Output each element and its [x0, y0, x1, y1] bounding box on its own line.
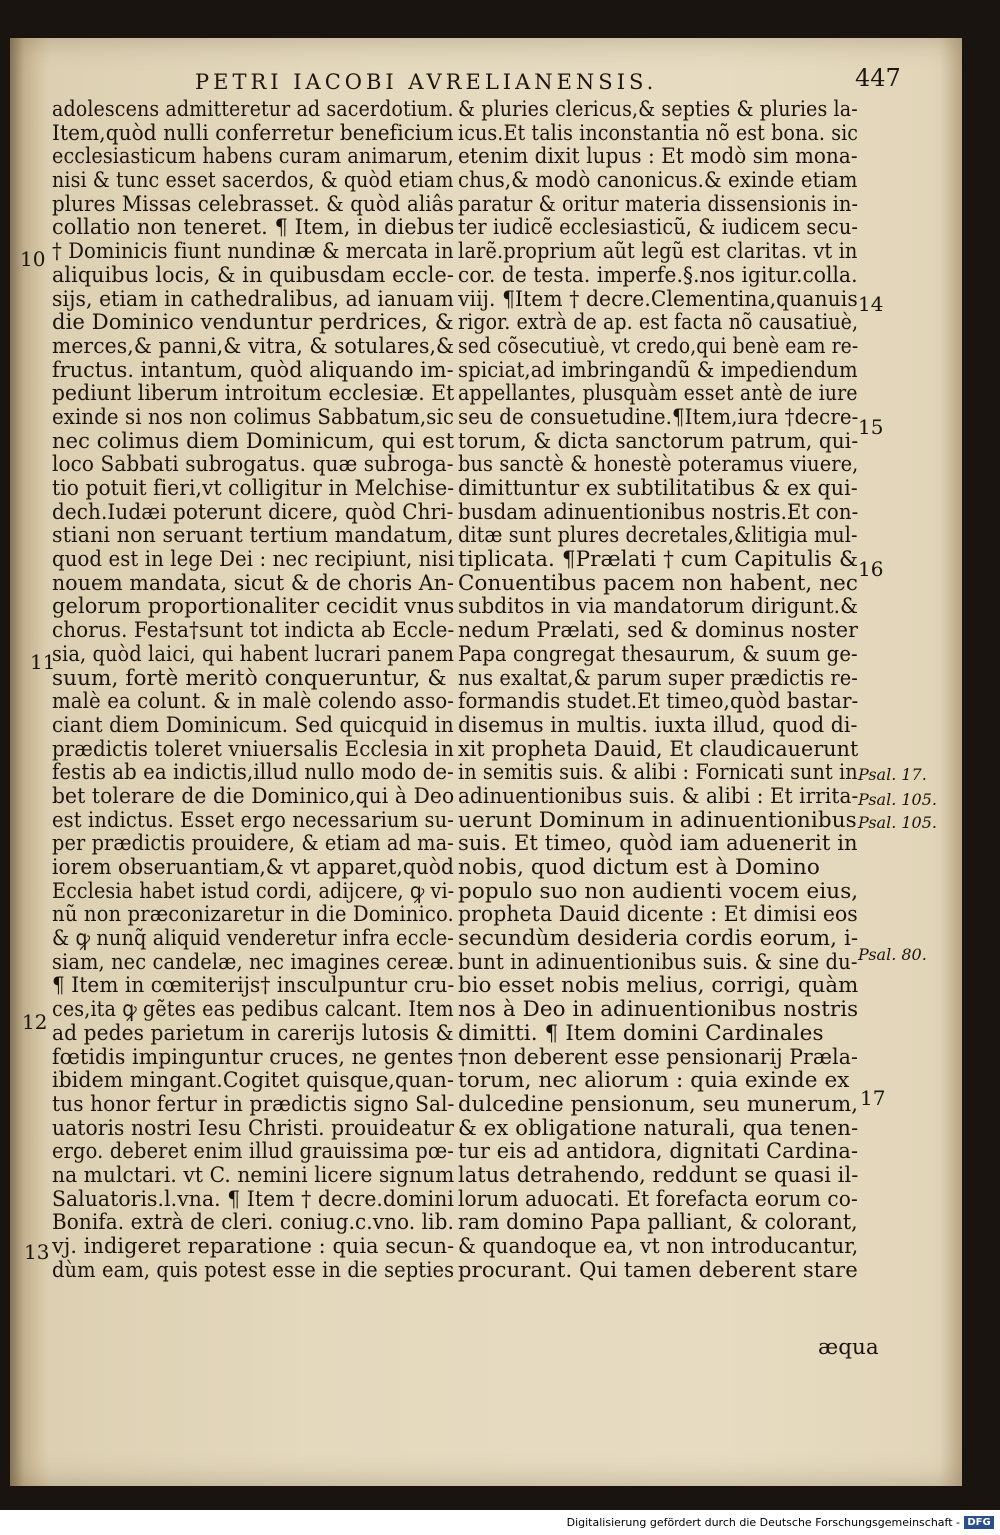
left-column-line: ergo. deberet enim illud grauissima pœ-	[52, 1139, 454, 1165]
left-column-line: dech.Iudæi poterunt dicere, quòd Chri-	[52, 499, 454, 525]
left-column-line: exinde si nos non colimus Sabbatum,sic	[52, 404, 454, 430]
left-column-line: festis ab ea indictis,illud nullo modo de-	[52, 760, 454, 786]
left-column-line: siam, nec candelæ, nec imagines cereæ.	[52, 949, 455, 975]
right-column-line: disemus in multis. iuxta illud, quod di-	[458, 712, 858, 738]
right-column-line: procurant. Qui tamen deberent stare	[458, 1257, 858, 1283]
marginal-note-psal-17: Psal. 17.	[858, 765, 927, 784]
right-column-line: torum, nec aliorum : quia exinde ex	[458, 1068, 850, 1094]
right-column-line: paratur & oritur materia dissensionis in-	[458, 191, 859, 217]
left-column-line: † Dominicis fiunt nundinæ & mercata in	[52, 239, 454, 265]
margin-number-16: 16	[858, 557, 884, 581]
left-column-line: gelorum proportionaliter cecidit vnus	[52, 594, 455, 620]
left-column-line: aliquibus locis, & in quibusdam eccle-	[52, 262, 454, 288]
left-column-line: loco Sabbati subrogatus. quæ subroga-	[52, 452, 454, 478]
right-column-line: nus exaltat,& parum super prædictis re-	[458, 665, 858, 691]
left-column-line: tio potuit fieri,vt colligitur in Melchise-	[52, 476, 455, 501]
left-column-line: nec colimus diem Dominicum, qui est	[52, 428, 455, 454]
margin-number-14: 14	[858, 292, 884, 316]
right-column-line: xit propheta Dauid, Et claudicauerunt	[458, 736, 859, 762]
left-column-line: adolescens admitteretur ad sacerdotium.	[52, 97, 454, 122]
digitization-credit: Digitalisierung gefördert durch die Deutsche Forschungsgemeinschaft -	[566, 1516, 960, 1529]
left-column-line: sijs, etiam in cathedralibus, ad ianuam	[52, 286, 455, 312]
right-column-line: busdam adinuentionibus nostris.Et con-	[458, 499, 859, 525]
left-column-line: tus honor fertur in prædictis signo Sal-	[52, 1091, 455, 1117]
right-column-line: & ex obligatione naturali, qua tenen-	[458, 1115, 859, 1141]
left-column-line: dùm eam, quis potest esse in die septies	[52, 1257, 455, 1283]
right-column-line: ram domino Papa palliant, & colorant,	[458, 1210, 858, 1236]
right-column-line: seu de consuetudine.¶Item,iura †decre-	[458, 404, 859, 430]
right-column-line: sed cõsecutiuè, vt credo,qui benè eam re-	[458, 333, 859, 359]
right-column-line: dulcedine pensionum, seu munerum,	[458, 1091, 859, 1117]
page-header	[195, 64, 915, 98]
right-column-line: formandis studet.Et timeo,quòd bastar-	[458, 689, 859, 715]
right-column-line: nedum Prælati, sed & dominus noster	[458, 618, 859, 644]
left-text-column	[52, 98, 454, 1282]
right-column-line: dimitti. ¶ Item domini Cardinales	[458, 1020, 824, 1046]
marginal-note-psal-80: Psal. 80.	[858, 945, 927, 964]
dfg-logo: DFG	[964, 1516, 994, 1529]
margin-number-17: 17	[860, 1086, 886, 1110]
right-column-line: Papa congregat thesaurum, & suum ge-	[458, 641, 858, 667]
right-column-line: subditos in via mandatorum dirigunt.&	[458, 594, 859, 620]
right-column-line: Conuentibus pacem non habent, nec	[458, 570, 858, 596]
right-column-line: lorum aduocati. Et forefacta eorum co-	[458, 1186, 858, 1212]
left-column-line: nouem mandata, sicut & de choris An-	[52, 570, 454, 596]
left-column-line: bet tolerare de die Dominico,qui à Deo	[52, 783, 455, 809]
right-column-line: †non deberent esse pensionarij Præla-	[458, 1044, 858, 1070]
left-column-line: nisi & tunc esset sacerdos, & quòd etiam	[52, 168, 454, 194]
margin-number-15: 15	[858, 415, 884, 439]
right-column-line: ter iudicẽ ecclesiasticũ, & iudicem secu-	[458, 215, 859, 241]
right-column-line: etenim dixit lupus : Et modò sim mona-	[458, 144, 858, 170]
left-column-line: quod est in lege Dei : nec recipiunt, nisi	[52, 547, 455, 573]
left-column-line: prædictis toleret vniuersalis Ecclesia in	[52, 736, 454, 762]
catchword: æqua	[818, 1335, 879, 1360]
left-column-line: Item,quòd nulli conferretur beneficium	[52, 120, 454, 146]
left-column-line: ¶ Item in cœmiterijs† insculpuntur cru-	[52, 973, 455, 999]
right-column-line: nos à Deo in adinuentionibus nostris	[458, 997, 859, 1023]
marginal-note-psal-105-b: Psal. 105.	[858, 813, 937, 832]
left-column-line: malè ea colunt. & in malè colendo asso-	[52, 689, 455, 715]
left-column-line: merces,& panni,& vitra, & sotulares,&	[52, 333, 455, 359]
right-column-line: latus detrahendo, reddunt se quasi il-	[458, 1162, 859, 1188]
margin-number-11: 11	[30, 650, 56, 674]
left-column-line: stiani non seruant tertium mandatum,	[52, 523, 454, 549]
margin-number-10: 10	[20, 247, 46, 271]
margin-number-12: 12	[22, 1010, 48, 1034]
left-column-line: fœtidis impinguntur cruces, ne gentes	[52, 1044, 454, 1070]
page-number: 447	[855, 64, 901, 92]
left-column-line: ces,ita ꝙ gẽtes eas pedibus calcant. Item	[52, 997, 454, 1023]
right-column-line: icus.Et talis inconstantia nõ est bona. sic	[458, 120, 859, 146]
right-column-line: tiplicata. ¶Prælati † cum Capitulis &	[458, 547, 859, 573]
left-column-line: iorem obseruantiam,& vt apparet,quòd	[52, 855, 454, 880]
right-column-line: propheta Dauid dicente : Et dimisi eos	[458, 902, 858, 928]
right-column-line: appellantes, plusquàm esset antè de iure	[458, 381, 858, 407]
right-column-line: cor. de testa. imperfe.§.nos igitur.colla.	[458, 262, 858, 288]
right-column-line: tur eis ad antidora, dignitati Cardina-	[458, 1139, 859, 1165]
right-column-line: dimittuntur ex subtilitatibus & ex qui-	[458, 476, 858, 501]
left-column-line: chorus. Festa†sunt tot indicta ab Eccle-	[52, 618, 455, 644]
right-column-line: spiciat,ad imbringandũ & impediendum	[458, 357, 858, 383]
left-column-line: Saluatoris.l.vna. ¶ Item † decre.domini	[52, 1186, 455, 1212]
margin-number-13: 13	[24, 1240, 50, 1264]
left-column-line: nũ non præconizaretur in die Dominico.	[52, 902, 454, 928]
right-column-line: bunt in adinuentionibus suis. & sine du-	[458, 949, 858, 975]
left-column-line: Ecclesia habet istud cordi, adijcere, ꝙ vi-	[52, 878, 455, 904]
right-column-line: & pluries clericus,& septies & pluries la-	[458, 97, 858, 122]
right-text-column	[458, 98, 858, 1282]
left-column-line: na mulctari. vt C. nemini licere signum	[52, 1162, 455, 1188]
right-column-line: bus sanctè & honestè poteramus viuere,	[458, 452, 859, 478]
left-column-line: uatoris nostri Iesu Christi. prouideatur	[52, 1115, 455, 1141]
right-column-line: larẽ.proprium aũt legũ est claritas. vt in	[458, 239, 858, 265]
right-column-line: chus,& modò canonicus.& exinde etiam	[458, 168, 858, 194]
right-column-line: bio esset nobis melius, corrigi, quàm	[458, 973, 859, 999]
left-column-line: fructus. intantum, quòd aliquando im-	[52, 357, 454, 383]
left-column-line: collatio non teneret. ¶ Item, in diebus	[52, 215, 455, 241]
left-column-line: est indictus. Esset ergo necessarium su-	[52, 807, 454, 833]
left-column-line: ecclesiasticum habens curam animarum,	[52, 144, 454, 170]
right-column-line: viij. ¶Item † decre.Clementina,quanuis	[458, 286, 858, 312]
footer-bar	[0, 1510, 1000, 1535]
marginal-note-psal-105: Psal. 105.	[858, 790, 937, 809]
left-column-line: suum, fortè meritò conqueruntur, &	[52, 665, 447, 691]
left-column-line: & ꝙ nunq̃ aliquid venderetur infra eccle-	[52, 926, 454, 952]
right-column-line: ditæ sunt plures decretales,&litigia mul-	[458, 523, 858, 549]
right-column-line: & quandoque ea, vt non introducantur,	[458, 1234, 859, 1259]
left-column-line: plures Missas celebrasset. & quòd aliâs	[52, 191, 454, 217]
left-column-line: per prædictis prouidere, & etiam ad ma-	[52, 831, 454, 857]
left-column-line: vj. indigeret reparatione : quia secun-	[52, 1234, 455, 1259]
right-column-line: torum, & dicta sanctorum patrum, qui-	[458, 428, 859, 454]
right-column-line: in semitis suis. & alibi : Fornicati sunt in	[458, 760, 858, 786]
left-column-line: pediunt liberum introitum ecclesiæ. Et	[52, 381, 455, 407]
left-column-line: ciant diem Dominicum. Sed quicquid in	[52, 712, 454, 738]
right-column-line: suis. Et timeo, quòd iam aduenerit in	[458, 831, 858, 857]
right-column-line: nobis, quod dictum est à Domino	[458, 855, 820, 880]
left-column-line: ibidem mingant.Cogitet quisque,quan-	[52, 1068, 454, 1094]
left-column-line: Bonifa. extrà de cleri. coniug.c.vno. lib.	[52, 1210, 454, 1236]
right-column-line: secundùm desideria cordis eorum, i-	[458, 926, 859, 952]
right-column-line: uerunt Dominum in adinuentionibus	[458, 807, 857, 833]
running-title: PETRI IACOBI AVRELIANENSIS.	[195, 70, 658, 94]
right-column-line: populo suo non audienti vocem eius,	[458, 878, 859, 904]
left-column-line: ad pedes parietum in carerijs lutosis &	[52, 1020, 454, 1046]
left-column-line: sia, quòd laici, qui habent lucrari panem	[52, 641, 454, 667]
left-column-line: die Dominico venduntur perdrices, &	[52, 310, 454, 336]
right-column-line: adinuentionibus suis. & alibi : Et irrita-	[458, 783, 859, 809]
right-column-line: rigor. extrà de ap. est facta nõ causatiuè,	[458, 310, 859, 336]
